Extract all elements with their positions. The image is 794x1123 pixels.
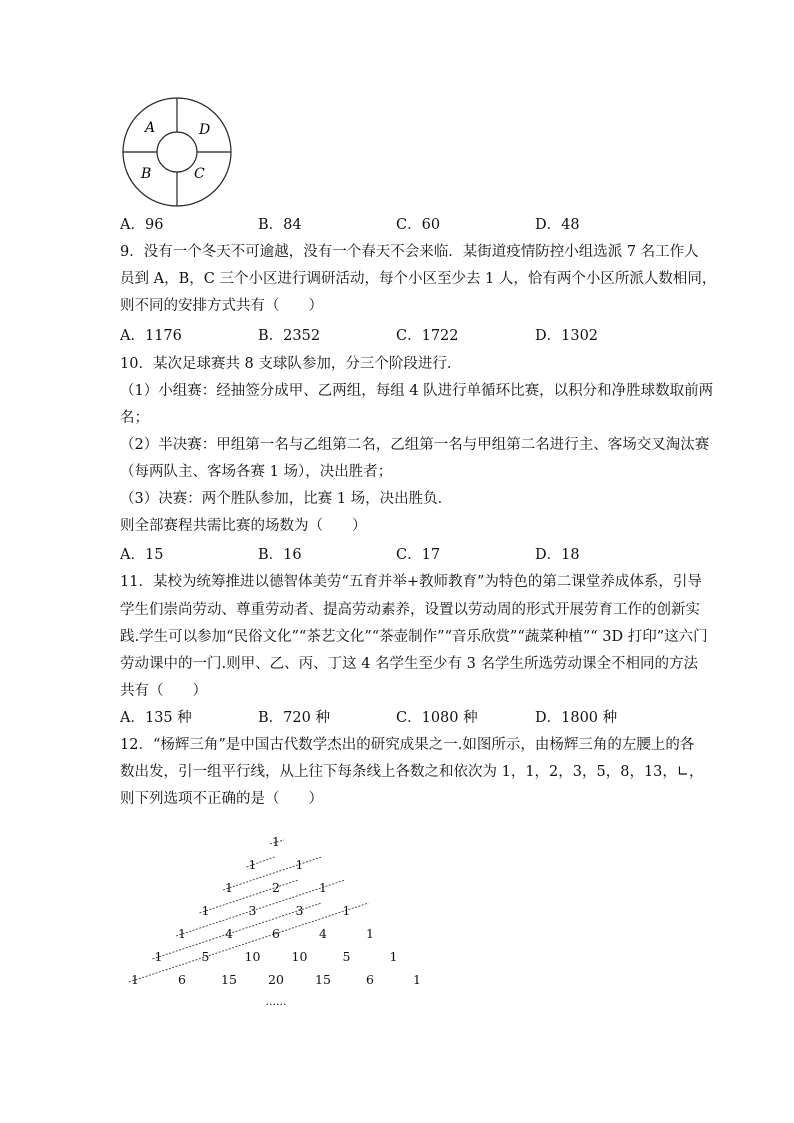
triangle-cell: 15 <box>315 972 331 987</box>
q9-option-d: D．1302 <box>535 328 599 344</box>
q10-line-2: （1）小组赛：经抽签分成甲、乙两组，每组 4 队进行单循环比赛，以积分和净胜球数取前两 <box>120 383 714 399</box>
q10-line-1: 10．某次足球赛共 8 支球队参加，分三个阶段进行． <box>120 356 462 372</box>
q11-line-3: 践.学生可以参加“民俗文化”“茶艺文化”“茶壶制作”“音乐欣赏”“蔬菜种植”“ 3D 打印”这六门 <box>120 629 708 645</box>
q9-line-1: 9．没有一个冬天不可逾越，没有一个春天不会来临．某街道疫情防控小组选派 7 名工作人 <box>120 244 699 260</box>
triangle-cell: 1 <box>131 972 139 987</box>
triangle-cell: 1 <box>342 903 351 918</box>
triangle-cell: 6 <box>366 972 374 987</box>
q12-line-2: 数出发，引一组平行线，从上往下每条线上各数之和依次为 1，1，2，3，5，8，13，∟， <box>120 764 704 780</box>
region-label-b: B <box>141 166 152 182</box>
triangle-ellipsis: ...... <box>265 995 287 1008</box>
triangle-cell: 6 <box>178 972 186 987</box>
triangle-cell: 5 <box>201 949 210 964</box>
q8-option-c: C．60 <box>396 217 441 233</box>
q11-line-1: 11．某校为统筹推进以德智体美劳“五育并举+教师教育”为特色的第二课堂养成体系，引导 <box>120 574 702 590</box>
triangle-cell: 1 <box>319 880 327 895</box>
q11-line-4: 劳动课中的一门.则甲、乙、丙、丁这 4 名学生至少有 3 名学生所选劳动课全不相同的方法 <box>120 656 698 672</box>
q10-line-7: 则全部赛程共需比赛的场数为（ ） <box>120 518 367 534</box>
q9-option-b: B．2352 <box>258 328 321 344</box>
q10-line-6: （3）决赛：两个胜队参加，比赛 1 场，决出胜负． <box>120 491 453 507</box>
q10-option-d: D．18 <box>535 547 580 563</box>
triangle-cell: 1 <box>389 949 398 964</box>
triangle-cell: 1 <box>248 857 257 872</box>
q10-option-a: A．15 <box>120 547 164 563</box>
q9-option-a: A．1176 <box>120 328 182 344</box>
q10-line-5: （每两队主、客场各赛 1 场），决出胜者； <box>120 464 393 480</box>
inner-circle <box>157 132 197 172</box>
q12-line-1: 12．“杨辉三角”是中国古代数学杰出的研究成果之一.如图所示，由杨辉三角的左腰上的各 <box>120 737 695 753</box>
q8-option-a: A．96 <box>120 217 164 233</box>
triangle-cell: 4 <box>225 926 233 941</box>
q10-option-c: C．17 <box>396 547 441 563</box>
q9-line-2: 员到 A，B，C 三个小区进行调研活动，每个小区至少去 1 人，恰有两个小区所派人数相同， <box>120 271 717 287</box>
triangle-cell: 5 <box>342 949 351 964</box>
q11-line-5: 共有（ ） <box>120 683 207 699</box>
q11-option-a: A．135 种 <box>120 710 192 726</box>
q10-line-3: 名； <box>120 410 149 426</box>
triangle-cell: 1 <box>154 949 163 964</box>
triangle-cell: 2 <box>272 880 280 895</box>
q8-option-b: B．84 <box>258 217 302 233</box>
triangle-cell: 1 <box>295 857 304 872</box>
triangle-cell: 1 <box>225 880 233 895</box>
triangle-cell: 20 <box>268 972 284 987</box>
region-label-a: A <box>145 120 156 136</box>
q9-line-3: 则不同的安排方式共有（ ） <box>120 298 323 314</box>
q8-option-d: D．48 <box>535 217 580 233</box>
triangle-cell: 6 <box>272 926 280 941</box>
region-label-d: D <box>199 122 211 138</box>
q9-option-c: C．1722 <box>396 328 459 344</box>
triangle-cell: 10 <box>244 949 261 964</box>
triangle-cell: 3 <box>248 903 257 918</box>
triangle-cell: 1 <box>178 926 186 941</box>
yanghui-triangle-figure <box>120 830 440 1020</box>
q12-line-3: 则下列选项不正确的是（ ） <box>120 791 323 807</box>
ring-diagram <box>118 96 236 208</box>
q11-option-d: D．1800 种 <box>535 710 618 726</box>
q11-option-b: B．720 种 <box>258 710 330 726</box>
triangle-cell: 1 <box>201 903 210 918</box>
triangle-cell: 4 <box>319 926 327 941</box>
triangle-cell: 10 <box>291 949 308 964</box>
triangle-cell: 3 <box>295 903 304 918</box>
triangle-cell: 1 <box>413 972 421 987</box>
q10-option-b: B．16 <box>258 547 302 563</box>
triangle-cell: 1 <box>272 834 280 849</box>
q10-line-4: （2）半决赛：甲组第一名与乙组第二名，乙组第一名与甲组第二名进行主、客场交叉淘汰赛 <box>120 437 710 453</box>
triangle-cell: 15 <box>221 972 237 987</box>
region-label-c: C <box>194 166 205 182</box>
q11-line-2: 学生们崇尚劳动、尊重劳动者、提高劳动素养，设置以劳动周的形式开展劳育工作的创新实 <box>120 602 700 618</box>
q11-option-c: C．1080 种 <box>396 710 478 726</box>
triangle-cell: 1 <box>366 926 374 941</box>
